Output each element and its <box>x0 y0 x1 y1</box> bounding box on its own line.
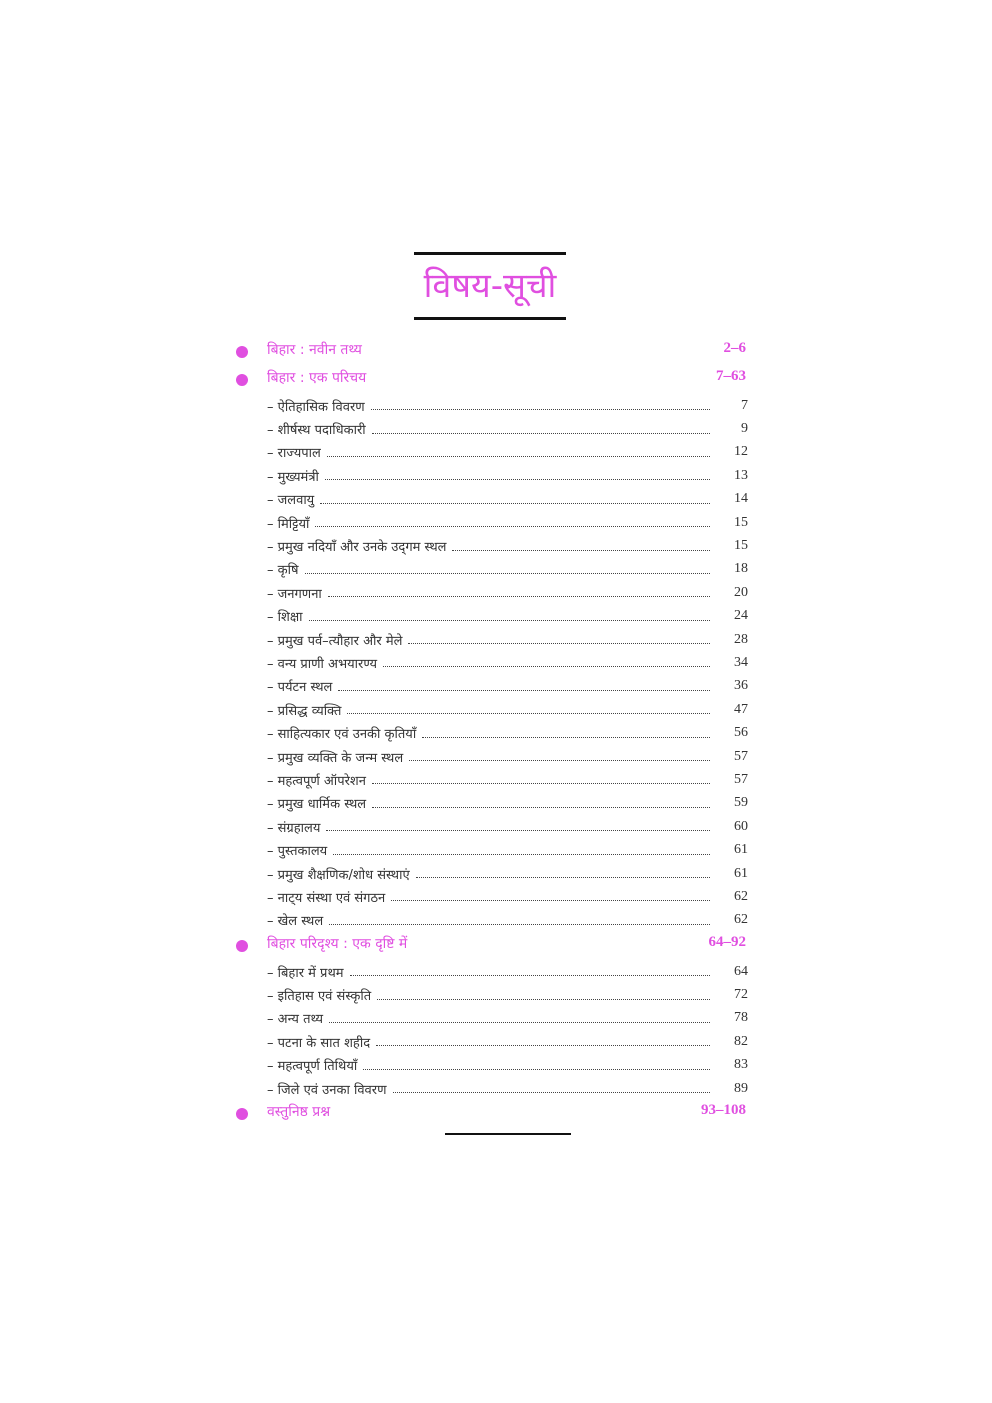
entry-page-number: 12 <box>734 444 748 460</box>
toc-section[interactable] <box>236 366 748 394</box>
entry-page-number: 15 <box>734 538 748 554</box>
entry-page-number: 61 <box>734 865 748 881</box>
dot-leader <box>329 924 710 925</box>
entry-page-number: 59 <box>734 795 748 811</box>
entry-title: – पुस्तकालय <box>267 844 328 860</box>
toc-entry[interactable] <box>236 1054 748 1077</box>
entry-title: – खेल स्थल <box>267 914 324 930</box>
dot-leader <box>372 807 710 808</box>
title-bottom-rule <box>414 317 566 320</box>
bullet-icon <box>236 1108 248 1120</box>
toc-entry[interactable] <box>236 511 748 534</box>
toc-entry[interactable] <box>236 605 748 628</box>
dot-leader <box>393 1092 710 1093</box>
dot-leader <box>383 666 710 667</box>
entry-title: – ऐतिहासिक विवरण <box>267 399 365 415</box>
toc-section[interactable] <box>236 338 748 366</box>
toc-entry[interactable] <box>236 488 748 511</box>
toc-section[interactable] <box>236 1100 748 1128</box>
dot-leader <box>320 503 710 504</box>
title-block <box>414 252 566 320</box>
toc-entry[interactable] <box>236 885 748 908</box>
entry-page-number: 47 <box>734 701 748 717</box>
entry-page-number: 89 <box>734 1080 748 1096</box>
toc-entry[interactable] <box>236 960 748 983</box>
entry-title: – प्रमुख नदियाँ और उनके उद्‌गम स्थल <box>267 540 447 556</box>
entry-page-number: 24 <box>734 608 748 624</box>
section-page-range: 93–108 <box>701 1102 746 1119</box>
toc-entry[interactable] <box>236 1077 748 1100</box>
entry-title: – पर्यटन स्थल <box>267 680 333 696</box>
dot-leader <box>422 737 710 738</box>
entry-page-number: 72 <box>734 987 748 1003</box>
entry-title: – राज्यपाल <box>267 446 321 462</box>
dot-leader <box>328 596 710 597</box>
entry-page-number: 62 <box>734 888 748 904</box>
title-top-rule <box>414 252 566 255</box>
toc-entry[interactable] <box>236 815 748 838</box>
toc-entry[interactable] <box>236 745 748 768</box>
bullet-icon <box>236 940 248 952</box>
entry-page-number: 57 <box>734 748 748 764</box>
toc-entry[interactable] <box>236 792 748 815</box>
dot-leader <box>333 854 710 855</box>
entry-title: – इतिहास एवं संस्कृति <box>267 989 372 1005</box>
entry-title: – प्रमुख शैक्षणिक/शोध संस्थाएं <box>267 867 410 883</box>
dot-leader <box>347 713 710 714</box>
dot-leader <box>305 573 711 574</box>
toc-entry[interactable] <box>236 838 748 861</box>
toc-entry[interactable] <box>236 1030 748 1053</box>
section-title: बिहार : एक परिचय <box>267 370 367 386</box>
dot-leader <box>372 783 710 784</box>
toc-entry[interactable] <box>236 441 748 464</box>
section-title: वस्तुनिष्ठ प्रश्न <box>267 1104 331 1121</box>
toc-entry[interactable] <box>236 1007 748 1030</box>
dot-leader <box>371 409 710 410</box>
entry-title: – नाट्‌य संस्था एवं संगठन <box>267 890 386 906</box>
table-of-contents <box>236 338 748 1128</box>
entry-page-number: 78 <box>734 1010 748 1026</box>
dot-leader <box>391 900 710 901</box>
entry-page-number: 62 <box>734 912 748 928</box>
entry-page-number: 83 <box>734 1057 748 1073</box>
section-page-range: 7–63 <box>716 368 746 384</box>
entry-page-number: 13 <box>734 467 748 483</box>
entry-page-number: 9 <box>741 421 748 437</box>
toc-entry[interactable] <box>236 675 748 698</box>
section-title: बिहार : नवीन तथ्य <box>267 342 362 358</box>
entry-page-number: 56 <box>734 725 748 741</box>
dot-leader <box>377 999 710 1000</box>
entry-page-number: 18 <box>734 561 748 577</box>
entry-page-number: 14 <box>734 491 748 507</box>
entry-page-number: 64 <box>734 963 748 979</box>
entry-page-number: 57 <box>734 771 748 787</box>
dot-leader <box>408 643 710 644</box>
entry-title: – संग्रहालय <box>267 820 321 836</box>
dot-leader <box>409 760 710 761</box>
dot-leader <box>325 479 710 480</box>
toc-entry[interactable] <box>236 394 748 417</box>
entry-title: – अन्य तथ्य <box>267 1012 324 1028</box>
entry-title: – प्रमुख धार्मिक स्थल <box>267 797 367 813</box>
toc-section[interactable] <box>236 932 748 960</box>
entry-page-number: 61 <box>734 842 748 858</box>
toc-entry[interactable] <box>236 651 748 674</box>
section-title: बिहार परिदृश्य : एक दृष्टि में <box>267 935 408 952</box>
dot-leader <box>338 690 710 691</box>
entry-title: – जलवायु <box>267 493 315 509</box>
toc-entry[interactable] <box>236 721 748 744</box>
entry-title: – पटना के सात शहीद <box>267 1035 371 1051</box>
entry-title: – प्रमुख व्यक्ति के जन्म स्थल <box>267 750 404 766</box>
toc-entry[interactable] <box>236 464 748 487</box>
entry-page-number: 36 <box>734 678 748 694</box>
toc-entry[interactable] <box>236 698 748 721</box>
dot-leader <box>363 1069 710 1070</box>
bullet-icon <box>236 346 248 358</box>
entry-page-number: 34 <box>734 654 748 670</box>
end-rule <box>445 1133 571 1135</box>
toc-entry[interactable] <box>236 768 748 791</box>
toc-entry[interactable] <box>236 534 748 557</box>
dot-leader <box>327 456 710 457</box>
entry-page-number: 60 <box>734 818 748 834</box>
entry-title: – कृषि <box>267 563 299 579</box>
dot-leader <box>416 877 710 878</box>
entry-page-number: 28 <box>734 631 748 647</box>
toc-entry[interactable] <box>236 983 748 1006</box>
entry-title: – प्रमुख पर्व–त्यौहार और मेले <box>267 633 403 649</box>
section-page-range: 2–6 <box>723 340 746 356</box>
dot-leader <box>350 975 710 976</box>
dot-leader <box>329 1022 710 1023</box>
entry-title: – मिट्टियाँ <box>267 516 310 532</box>
toc-entry[interactable] <box>236 862 748 885</box>
toc-entry[interactable] <box>236 628 748 651</box>
toc-entry[interactable] <box>236 581 748 604</box>
entry-title: – महत्वपूर्ण ऑपरेशन <box>267 773 366 789</box>
dot-leader <box>452 550 710 551</box>
bullet-icon <box>236 374 248 386</box>
entry-title: – जिले एवं उनका विवरण <box>267 1082 387 1098</box>
entry-title: – साहित्यकार एवं उनकी कृतियाँ <box>267 727 417 743</box>
entry-title: – महत्वपूर्ण तिथियाँ <box>267 1059 358 1075</box>
entry-title: – जनगणना <box>267 586 322 602</box>
entry-title: – वन्य प्राणी अभयारण्य <box>267 656 378 672</box>
toc-entry[interactable] <box>236 417 748 440</box>
entry-title: – शीर्षस्थ पदाधिकारी <box>267 423 366 439</box>
toc-entry[interactable] <box>236 558 748 581</box>
entry-page-number: 20 <box>734 584 748 600</box>
entry-page-number: 15 <box>734 514 748 530</box>
entry-title: – शिक्षा <box>267 610 303 626</box>
dot-leader <box>376 1045 710 1046</box>
dot-leader <box>315 526 710 527</box>
entry-title: – प्रसिद्ध व्यक्ति <box>267 703 342 719</box>
page-title: विषय-सूची <box>423 266 557 306</box>
entry-title: – मुख्यमंत्री <box>267 469 319 485</box>
section-page-range: 64–92 <box>708 933 746 950</box>
dot-leader <box>309 620 710 621</box>
entry-title: – बिहार में प्रथम <box>267 965 344 981</box>
dot-leader <box>372 433 710 434</box>
entry-page-number: 82 <box>734 1033 748 1049</box>
toc-entry[interactable] <box>236 909 748 932</box>
dot-leader <box>326 830 710 831</box>
entry-page-number: 7 <box>741 397 748 413</box>
